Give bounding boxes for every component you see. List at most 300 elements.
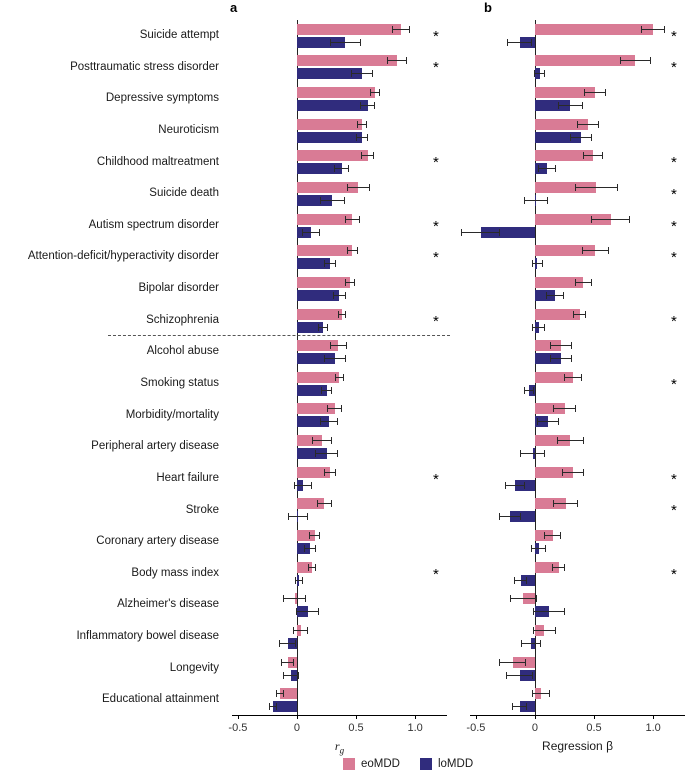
error-bar-cap [333,292,334,299]
error-bar [334,295,346,296]
error-bar-cap [557,437,558,444]
error-bar-cap [562,469,563,476]
error-bar [362,155,374,156]
error-bar-cap [577,500,578,507]
error-bar-cap [370,89,371,96]
significance-asterisk: * [433,59,439,77]
category-label: Depressive symptoms [105,92,219,105]
error-bar [317,503,331,504]
error-bar-cap [327,405,328,412]
category-label: Suicide attempt [139,29,219,41]
error-bar-cap [345,355,346,362]
error-bar-cap [505,482,506,489]
error-bar [328,408,342,409]
error-bar [557,440,583,441]
error-bar [554,408,575,409]
axis-tick-label: -0.5 [228,722,248,734]
error-bar [515,580,527,581]
bar-eomdd [297,277,350,288]
bar-eomdd [297,55,397,66]
error-bar-cap [499,513,500,520]
error-bar-cap [524,387,525,394]
error-bar-cap [330,342,331,349]
error-bar-cap [536,595,537,602]
error-bar [289,516,308,517]
bar-eomdd [297,119,362,130]
error-bar-cap [354,279,355,286]
error-bar-cap [499,229,500,236]
error-bar [500,662,526,663]
error-bar [335,168,349,169]
error-bar-cap [564,374,565,381]
error-bar-cap [366,121,367,128]
error-bar-cap [512,703,513,710]
error-bar [550,358,571,359]
error-bar-cap [546,292,547,299]
error-bar-cap [532,690,533,697]
bar-eomdd [297,150,368,161]
error-bar-cap [575,184,576,191]
error-bar-cap [591,134,592,141]
category-label: Coronary artery disease [96,535,219,548]
error-bar-cap [608,247,609,254]
bar-eomdd [297,309,342,320]
error-bar-cap [598,121,599,128]
error-bar [521,453,545,454]
error-bar-cap [540,640,541,647]
error-bar-cap [318,608,319,615]
bar-eomdd [535,24,653,35]
error-bar [324,358,345,359]
category-label: Attention-deficit/hyperactivity disorder [27,250,219,263]
error-bar [293,630,307,631]
error-bar-cap [582,102,583,109]
error-bar-cap [351,70,352,77]
error-bar [508,42,532,43]
error-bar-cap [319,229,320,236]
error-bar-cap [571,342,572,349]
error-bar-cap [347,247,348,254]
error-bar [531,548,545,549]
error-bar [303,232,320,233]
error-bar-cap [293,627,294,634]
error-bar-cap [553,500,554,507]
error-bar-cap [552,564,553,571]
error-bar-cap [525,659,526,666]
error-bar-cap [555,165,556,172]
bar-eomdd [297,87,375,98]
error-bar [507,675,533,676]
error-bar-cap [521,640,522,647]
error-bar [361,105,375,106]
error-bar-cap [575,279,576,286]
error-bar-cap [307,513,308,520]
error-bar [505,485,524,486]
error-bar-cap [387,57,388,64]
significance-asterisk: * [671,186,677,203]
error-bar [533,693,550,694]
bar-eomdd [297,245,353,256]
error-bar-cap [293,659,294,666]
error-bar-cap [520,513,521,520]
error-bar-cap [356,134,357,141]
error-bar-cap [283,595,284,602]
error-bar-cap [296,608,297,615]
error-bar [534,611,565,612]
error-bar-cap [338,311,339,318]
error-bar [575,187,618,188]
error-bar-cap [499,659,500,666]
error-bar-cap [532,260,533,267]
category-label: Alcohol abuse [146,345,219,358]
error-bar-cap [295,640,296,647]
error-bar-cap [308,564,309,571]
panel-b-plot [466,20,685,734]
error-bar-cap [550,342,551,349]
error-bar-cap [315,564,316,571]
error-bar-cap [664,26,665,33]
axis-tick-label: 0.5 [348,722,364,734]
error-bar-cap [524,482,525,489]
error-bar [539,168,556,169]
error-bar-cap [347,184,348,191]
error-bar [356,137,368,138]
category-label: Heart failure [156,471,219,484]
error-bar-cap [315,545,316,552]
error-bar-cap [591,279,592,286]
error-bar [345,219,359,220]
error-bar-cap [335,469,336,476]
error-bar-cap [372,70,373,77]
error-bar-cap [538,165,539,172]
axis-tick [594,715,595,719]
error-bar-cap [526,577,527,584]
error-bar-cap [311,482,312,489]
axis-tick [535,715,536,719]
error-bar [393,29,410,30]
error-bar-cap [406,57,407,64]
category-label: Peripheral artery disease [91,440,219,453]
error-bar-cap [345,311,346,318]
error-bar-cap [345,292,346,299]
legend-label-eomdd: eoMDD [361,758,400,770]
error-bar-cap [605,89,606,96]
error-bar [570,137,591,138]
axis-tick [415,715,416,719]
error-bar-cap [532,672,533,679]
error-bar-cap [343,374,344,381]
error-bar-cap [321,387,322,394]
category-label: Schizophrenia [146,313,219,326]
error-bar-cap [334,165,335,172]
error-bar-cap [506,672,507,679]
category-label: Morbidity/mortality [125,408,219,421]
error-bar-cap [577,121,578,128]
error-bar [534,630,555,631]
error-bar [620,60,651,61]
error-bar [533,327,545,328]
category-label: Childhood maltreatment [96,155,219,168]
axis-b-title: Regression β [542,739,613,753]
error-bar [585,92,606,93]
error-bar-cap [283,672,284,679]
legend-item-eomdd [343,758,400,770]
error-bar [324,263,336,264]
error-bar-cap [544,532,545,539]
significance-asterisk: * [433,470,439,488]
error-bar-cap [585,311,586,318]
error-bar-cap [560,532,561,539]
error-bar [544,535,561,536]
error-bar-cap [544,324,545,331]
axis-tick [653,715,654,719]
error-bar [550,345,571,346]
error-bar-cap [547,197,548,204]
error-bar-cap [369,184,370,191]
error-bar [279,643,296,644]
error-bar-cap [526,703,527,710]
significance-asterisk: * [671,249,677,267]
error-bar-cap [276,703,277,710]
error-bar [321,421,338,422]
legend-label-lomdd: loMDD [437,758,474,770]
error-bar [462,232,500,233]
panel-b-letter: b [484,0,492,15]
error-bar [583,155,602,156]
error-bar-cap [591,216,592,223]
error-bar-cap [295,577,296,584]
category-label: Posttraumatic stress disorder [70,60,219,73]
error-bar [510,598,536,599]
error-bar-cap [564,608,565,615]
bar-eomdd [297,372,340,383]
error-bar [559,105,583,106]
error-bar-cap [392,26,393,33]
significance-asterisk: * [671,565,677,583]
significance-asterisk: * [433,154,439,172]
error-bar-cap [317,500,318,507]
error-bar [554,503,578,504]
category-label: Smoking status [140,377,219,389]
error-bar-cap [563,292,564,299]
error-bar [284,598,305,599]
legend [343,758,473,770]
error-bar-cap [617,184,618,191]
significance-asterisk: * [671,27,677,45]
error-bar-cap [564,564,565,571]
axis-tick-label: 0 [293,722,301,734]
error-bar-cap [573,311,574,318]
error-bar [316,453,337,454]
error-bar-cap [319,532,320,539]
error-bar [312,440,331,441]
error-bar-cap [520,450,521,457]
error-bar-cap [279,640,280,647]
significance-asterisk: * [671,502,677,520]
error-bar-cap [629,216,630,223]
error-bar-cap [276,690,277,697]
category-label: Bipolar disorder [138,282,219,295]
legend-item-lomdd [420,758,473,770]
error-bar-cap [367,134,368,141]
error-bar-cap [357,247,358,254]
error-bar-cap [534,70,535,77]
axis-tick-label: 0.5 [586,722,602,734]
error-bar-cap [288,513,289,520]
error-bar-cap [330,39,331,46]
bar-lomdd [297,132,362,143]
error-bar-cap [302,577,303,584]
error-bar-cap [312,437,313,444]
error-bar-cap [524,197,525,204]
error-bar [547,295,564,296]
significance-asterisk: * [671,375,677,393]
error-bar-cap [570,134,571,141]
error-bar-cap [337,450,338,457]
significance-asterisk: * [671,154,677,172]
category-label: Longevity [169,661,219,674]
error-bar-cap [315,450,316,457]
error-bar-cap [309,532,310,539]
error-bar-cap [584,89,585,96]
error-bar-cap [335,260,336,267]
axis-tick-label: 0 [531,722,539,734]
error-bar-cap [357,121,358,128]
error-bar-cap [533,627,534,634]
error-bar [304,548,316,549]
error-bar-cap [571,355,572,362]
error-bar [522,643,541,644]
error-bar-cap [532,324,533,331]
category-label: Body mass index [131,566,219,579]
error-bar-cap [575,405,576,412]
error-bar-cap [346,342,347,349]
error-bar [524,200,548,201]
error-bar-cap [302,229,303,236]
error-bar [282,662,294,663]
error-bar-cap [360,102,361,109]
error-bar-cap [304,545,305,552]
category-labels [0,20,226,716]
significance-asterisk: * [433,565,439,583]
significance-asterisk: * [433,312,439,330]
panel-a-plot [228,20,447,734]
category-label: Alzheimer's disease [117,598,219,611]
error-bar-cap [558,418,559,425]
error-bar-cap [549,690,550,697]
error-bar-cap [324,469,325,476]
axis-tick [356,715,357,719]
panel-a-letter: a [230,0,238,15]
error-bar-cap [583,437,584,444]
category-label: Suicide death [149,187,219,200]
error-bar-cap [374,102,375,109]
error-bar-cap [409,26,410,33]
category-label: Neuroticism [158,123,219,136]
error-bar-cap [348,165,349,172]
error-bar-cap [373,152,374,159]
error-bar-cap [555,627,556,634]
error-bar-cap [324,260,325,267]
error-bar [297,611,318,612]
category-label: Inflammatory bowel disease [76,630,219,643]
error-bar [388,60,407,61]
axis-tick-label: -0.5 [466,722,486,734]
error-bar [330,345,347,346]
error-bar-cap [583,152,584,159]
error-bar-cap [361,152,362,159]
error-bar-cap [602,152,603,159]
error-bar [575,282,592,283]
error-bar-cap [641,26,642,33]
error-bar [641,29,665,30]
error-bar-cap [533,608,534,615]
error-bar-cap [345,216,346,223]
error-bar [330,42,361,43]
significance-asterisk: * [433,217,439,235]
error-bar-cap [542,260,543,267]
error-bar-cap [327,324,328,331]
significance-asterisk: * [671,59,677,77]
error-bar-cap [298,672,299,679]
error-bar [565,377,582,378]
error-bar [295,485,312,486]
axis-tick-label: 1.0 [645,722,661,734]
error-bar [578,124,599,125]
error-bar [562,472,583,473]
error-bar [537,421,558,422]
error-bar-cap [341,405,342,412]
significance-asterisk: * [433,27,439,45]
error-bar-cap [514,577,515,584]
axis-tick [297,715,298,719]
significance-asterisk: * [671,217,677,235]
error-bar-cap [581,374,582,381]
error-bar-cap [550,355,551,362]
error-bar-cap [359,216,360,223]
error-bar-cap [331,500,332,507]
axis-tick [238,715,239,719]
lomdd-color-swatch [420,758,432,770]
eomdd-color-swatch [343,758,355,770]
error-bar-cap [331,437,332,444]
error-bar [574,314,586,315]
error-bar-cap [544,70,545,77]
error-bar-cap [510,595,511,602]
error-bar-cap [583,469,584,476]
error-bar [351,73,372,74]
error-bar-cap [324,355,325,362]
category-label: Stroke [185,503,219,516]
error-bar-cap [360,39,361,46]
significance-asterisk: * [671,312,677,330]
error-bar-cap [545,545,546,552]
error-bar-cap [553,405,554,412]
error-bar [553,567,565,568]
bar-lomdd [297,100,368,111]
error-bar [324,472,336,473]
error-bar-cap [558,102,559,109]
error-bar [348,187,369,188]
error-bar-cap [294,482,295,489]
error-bar-cap [281,659,282,666]
error-bar-cap [307,627,308,634]
error-bar-cap [335,374,336,381]
error-bar [513,706,527,707]
error-bar-cap [582,247,583,254]
axis-tick [476,715,477,719]
error-bar-cap [544,450,545,457]
